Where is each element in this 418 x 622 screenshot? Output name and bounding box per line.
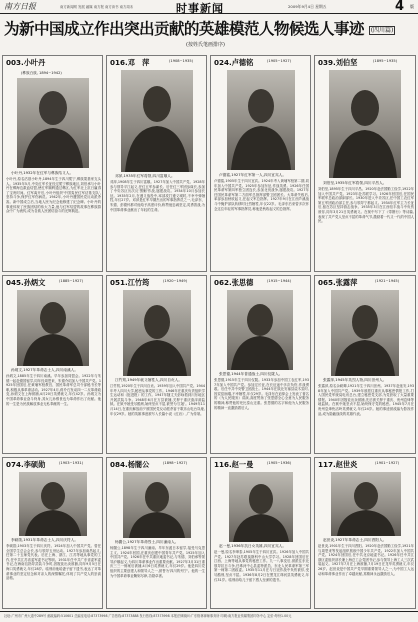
profile-card[interactable] <box>314 457 416 609</box>
card-caption: 赵一曼,1936年抗日女英雄,四川宜宾人。 <box>219 544 287 548</box>
card-body: 李硕勋,1903年生于四川庆符。1924年加入中国共产党。曾任全国学生总会会长,参与领导五卅运动。1927年参加南昌起义,任第二十五师党代表。后在上海、浙江、江苏等地从事党的工作,任中共江苏省委军委书记等职。1931年任中共广东省委军委书记,在海南岛指导武装斗争时,因叛徒出卖被捕,同年9月5日在海口英勇就义,年仅28岁。临刑前他给妻子留下遗书,表达了对革命事业的坚定信念和对亲人的深情嘱托,体现了共产党人的崇高品格。 <box>6 544 101 581</box>
card-subtitle: (1903~1931) <box>59 461 84 465</box>
page-number: 4 <box>394 0 404 14</box>
portrait-photo[interactable] <box>17 290 89 366</box>
portrait-photo[interactable] <box>19 472 87 536</box>
portrait-silhouette-icon <box>121 70 193 172</box>
card-subtitle: (1920~1949) <box>163 279 188 283</box>
card-body: 小叶丹,原名沽基小叶丹,1894年生于四川冕宁,彝族果基家支头人。1935年5月,中央红军长征经过冕宁彝族地区,刘伯承与小叶丹在彝海边歃血结盟,使红军顺利通过彝区,为红军北上抗日赢得了宝贵时间。红军离开后,小叶丹组织'中国夷民红军沽基支队',坚持斗争,保护红军伤病员。1942年,小叶丹遭国民党反动派杀害。新中国成立后,当地人民为纪念他修建了纪念碑。小叶丹的事迹体现了民族团结的伟大力量,他与红军结盟的故事在彝族群众中广为流传,成为各族人民团结奋斗的光辉典范。 <box>6 177 101 214</box>
card-body: 张露萍,原名余硕卿,1921年生于四川崇州。1937年赴延安,1938年加入中国共产党。1939年被派往重庆从事秘密情报工作,打入国民党军统局电讯总台,建立秘密党支部,为党获取了大量重要情报。1940年因叛徒出卖被捕,先后被关押于重庆、贵州息烽等地监狱。在狱中她坚贞不屈,始终保守党的秘密。1945年7月在贵州息烽快活岭英勇就义,年仅24岁。她的事迹被改编为影视作品,成为隐蔽战线的英雄代表。 <box>318 384 414 416</box>
card-subtitle: (1901~1927) <box>375 461 400 465</box>
card-title: 074.李硕勋 <box>6 460 46 469</box>
portrait-silhouette-icon <box>331 290 399 376</box>
card-caption: 刘伯坚,1935年红军将领,四川平昌人。 <box>323 181 387 185</box>
section-title: 时事新闻 <box>176 2 224 15</box>
page-unit: 版 <box>410 4 414 9</box>
portrait-photo[interactable] <box>121 70 193 172</box>
profile-card[interactable] <box>106 55 207 272</box>
card-body: 刘伯坚,1895年生于四川平昌。1920年赴法国勤工俭学,1922年加入中国共产党。1923年赴苏联学习。1926年回国后,任国民军联军总政治部副部长。1930年进入中央苏区,任中国工农红军第五军团政治部主任,参与领导宁都起义。1934年红军主力长征后,留在苏区坚持游击战争。1935年3月在江西信丰战斗中负伤被俘,同年3月21日英勇就义。在狱中写下了《带镣行》等诗篇,表现了共产党人坚贞不屈的革命气节,激励着一代又一代的中国人民。 <box>318 187 414 224</box>
portrait-silhouette-icon <box>331 472 401 536</box>
newspaper-logo[interactable]: 南方日报 <box>4 2 36 11</box>
card-title: 062.张思德 <box>214 278 254 287</box>
headline-title: 为新中国成立作出突出贡献的英雄模范人物候选人事迹 <box>4 20 364 37</box>
main-headline <box>4 17 414 37</box>
profile-card[interactable] <box>210 55 311 272</box>
card-caption: 赵世炎,1927年革命志士,四川酉阳人。 <box>323 538 387 542</box>
card-body: 邓萍,1908年生于四川富顺。1927年加入中国共产党。1928年参与领导平江起义,任红五军参谋长。后任红三军团参谋长,参加了中央苏区历次反'围剿'作战,屡建战功。1934年10月参加长征。1935年2月,在遵义战役中,率部攻打遵义城时,不幸中弹牺牲,年仅27岁。邓萍是红军早期杰出的军事指挥员之一,毛泽东、朱德、彭德怀都对他给予高度评价,称赞他忠诚坚定,英勇善战,为中国革命事业献出了年轻的生命。 <box>110 180 205 212</box>
card-body: 杨闇公,1898年生于四川潼南。早年东渡日本留学,接受马克思主义。1924年回国,在重庆创建中国青年共产党。1925年加入中国共产党。1926年任中共重庆地委书记,与朱德、刘伯承等领导泸顺起义,为四川革命事业作出重要贡献。1927年3月31日重庆三三一惨案后被捕,4月6日英勇就义,年仅29岁。他是四川党组织的主要创建人和领导人之一,被誉为'四川的列宁'。他的一生为中国革命事业鞠躬尽瘁,功勋卓著。 <box>110 546 205 578</box>
portrait-photo[interactable] <box>123 472 191 538</box>
card-title: 051.江竹筠 <box>110 278 150 287</box>
portrait-photo[interactable] <box>123 290 191 376</box>
portrait-silhouette-icon <box>17 78 89 168</box>
profile-card[interactable] <box>2 457 103 609</box>
card-title: 024.卢德铭 <box>214 58 254 67</box>
card-body: 张思德,1915年生于四川仪陇。1933年参加中国工农红军,1937年加入中国共产党。参加过长征,在长征途中多次负伤,作战勇敢。后任中共中央警卫团战士。1944年在陕北安塞县烧木炭时,因炭窑崩塌,不幸牺牲,年仅29岁。毛泽东在追悼会上发表了著名的《为人民服务》讲演,高度赞扬了张思德全心全意为人民服务的精神,称赞他的死比泰山还重。张思德的名字和他为人民服务的精神一直激励着后人。 <box>214 378 309 410</box>
portrait-silhouette-icon <box>329 70 401 178</box>
profile-card[interactable] <box>2 275 103 454</box>
card-title: 003.小叶丹 <box>6 58 46 67</box>
subhead: (按姓氏笔画排序) <box>186 42 225 48</box>
profile-card[interactable] <box>106 457 207 609</box>
portrait-photo[interactable] <box>329 70 401 178</box>
card-body: 赵一曼,原名李坤泰,1905年生于四川宜宾。1926年加入中国共产党。1927年赴苏联莫斯科中山大学学习。1928年回国后在江西、上海等地从事党的秘密工作。九一八事变后,被派往东北领导抗日斗争,任珠河中心县委特派员、东北人民革命军第三军第一师第二团政委。1935年11月在与日寇作战中负伤被俘,受尽酷刑,坚贞不屈。1936年8月2日在黑龙江珠河县英勇就义,年仅31岁。临刑前给儿子留下感人至深的遗书。 <box>214 550 309 582</box>
card-title: 045.孙炳文 <box>6 278 46 287</box>
portrait-silhouette-icon <box>123 472 191 538</box>
card-title: 039.刘伯坚 <box>318 58 358 67</box>
card-subtitle: (1898~1927) <box>163 461 188 465</box>
headline-tag: (四川篇) <box>370 27 394 34</box>
portrait-silhouette-icon <box>229 472 293 542</box>
card-title: 016.邓 萍 <box>110 58 150 67</box>
card-caption: 杨闇公,1927年革命烈士,四川潼南人。 <box>115 540 179 544</box>
card-caption: 张思德,1944年普通战士,四川仪陇人。 <box>219 372 283 376</box>
profile-card[interactable] <box>314 55 416 272</box>
portrait-photo[interactable] <box>331 290 399 376</box>
card-subtitle: (1885~1927) <box>59 279 84 283</box>
portrait-silhouette-icon <box>123 290 191 376</box>
card-caption: 小叶丹,1932年在红军与彝族结义人。 <box>11 171 74 175</box>
portrait-photo[interactable] <box>227 70 295 170</box>
card-title: 065.张露萍 <box>318 278 358 287</box>
card-subtitle: (1921~1945) <box>375 279 400 283</box>
card-caption: 张露萍,1945年英烈人物,四川崇州人。 <box>323 378 387 382</box>
card-subtitle: (1908~1935) <box>169 59 194 63</box>
card-subtitle: (彝族白族, 1894~1942) <box>21 71 62 75</box>
profile-card[interactable] <box>314 275 416 454</box>
portrait-silhouette-icon <box>19 472 87 536</box>
portrait-silhouette-icon <box>227 290 293 370</box>
profile-card[interactable] <box>2 55 103 272</box>
portrait-silhouette-icon <box>17 290 89 366</box>
card-subtitle: (1915~1944) <box>267 279 292 283</box>
card-caption: 邓萍,1935年红军将领,四川富顺人。 <box>115 174 175 178</box>
card-title: 084.杨闇公 <box>110 460 150 469</box>
portrait-photo[interactable] <box>17 78 89 168</box>
card-subtitle: (1895~1935) <box>373 59 398 63</box>
card-subtitle: (1905~1936) <box>267 461 292 465</box>
card-subtitle: (1905~1927) <box>267 59 292 63</box>
portrait-silhouette-icon <box>227 70 295 170</box>
card-body: 江竹筠,1920年生于四川自贡。1939年加入中国共产党。1944年考入四川大学,秘密从事党的工作。1946年在重庆负责组织学生运动和《挺进报》的工作。1947年随丈夫彭咏梧到川东地区开展武装斗争。1948年6月在万县被捕,关押于重庆渣滓洞监狱。在狱中她受尽酷刑,始终坚贞不屈,被誉为'江姐'。1949年11月14日,在重庆解放前夕被国民党反动派杀害于歌乐山电台岚垭,年仅29岁。她的英雄事迹被写入长篇小说《红岩》,广为传颂。 <box>110 384 205 416</box>
page-footer: 社址:广州市广州大道中289号 邮政编码:510601 总编室电话:87373998 广告热线:87373888 发行热线:87373998 本报法律顾问:广东格林律师事务所 印刷:南方报业传媒集团印务中心 定价:每份1.00元 <box>0 611 418 622</box>
portrait-photo[interactable] <box>229 472 293 542</box>
profile-card[interactable] <box>210 457 311 609</box>
card-caption: 卢德铭,1927年红军第一人,四川宜宾人。 <box>219 173 287 177</box>
card-body: 赵世炎,1901年生于四川酉阳。1920年赴法国勤工俭学,1921年与周恩来等发起组织旅欧中国少年共产党。1922年加入中国共产党。1924年回国后,任中共北京地委书记。1926年任中共江浙区委组织部长兼上海总工会党团书记,参与领导上海工人三次武装起义。1927年7月在上海被捕,7月19日在龙华英勇就义,年仅26岁。赵世炎是中国共产党早期重要领导人之一,为中国工人运动和革命事业作出了卓越贡献,其精神永远激励后人。 <box>318 544 414 576</box>
portrait-photo[interactable] <box>227 290 293 370</box>
portrait-photo[interactable] <box>331 472 401 536</box>
card-body: 孙炳文,1885年生于四川南溪。早年参加同盟会。1922年与朱德一起赴德国留学,同年经周恩来、朱德介绍加入中国共产党。1925年回国后,任黄埔军校教官、国民革命军总司令部秘书长等职,积极从事革命活动。1927年4月,蒋介石发动四一二反革命政变,孙炳文在上海被捕,4月20日英勇就义,年仅42岁。孙炳文为中国革命事业奋斗终身,其女儿孙维世也为革命作出了贡献。他的一生是为民族解放事业无私奉献的一生。 <box>6 374 101 406</box>
profile-card[interactable] <box>210 275 311 454</box>
profile-card[interactable] <box>106 275 207 454</box>
card-title: 116.赵一曼 <box>214 460 254 469</box>
card-caption: 李硕勋,1931年革命志士人,四川庆符人。 <box>11 538 79 542</box>
masthead <box>0 0 418 14</box>
masthead-nav[interactable]: 南方新闻网 发展 融媒 南方报 南方读书 南方周末 <box>60 5 134 9</box>
card-body: 卢德铭,1905年生于四川宜宾。1924年考入黄埔军校第二期,同年加入中国共产党。1925年参加东征,作战英勇。1926年任国民革命军第四军独立团连长,参加北伐战争,屡建战功。1927年任国民革命军第二方面军总指挥部警卫团团长。大革命失败后,率部参加秋收起义,任起义军总指挥。1927年9月在江西芦溪战斗中掩护部队转移时壮烈牺牲,年仅22岁。毛泽东后来曾多次怀念这位年轻的军事指挥员,称他是秋收起义的总指挥。 <box>214 179 309 211</box>
card-title: 117.赵世炎 <box>318 460 358 469</box>
dateline: 2009年9月4日 星期五 <box>288 4 327 9</box>
card-caption: 江竹筠,1949年就义牺牲人,四川自贡人。 <box>115 378 183 382</box>
card-caption: 孙炳文,1927年革命志士人,四川南溪人。 <box>11 368 79 372</box>
